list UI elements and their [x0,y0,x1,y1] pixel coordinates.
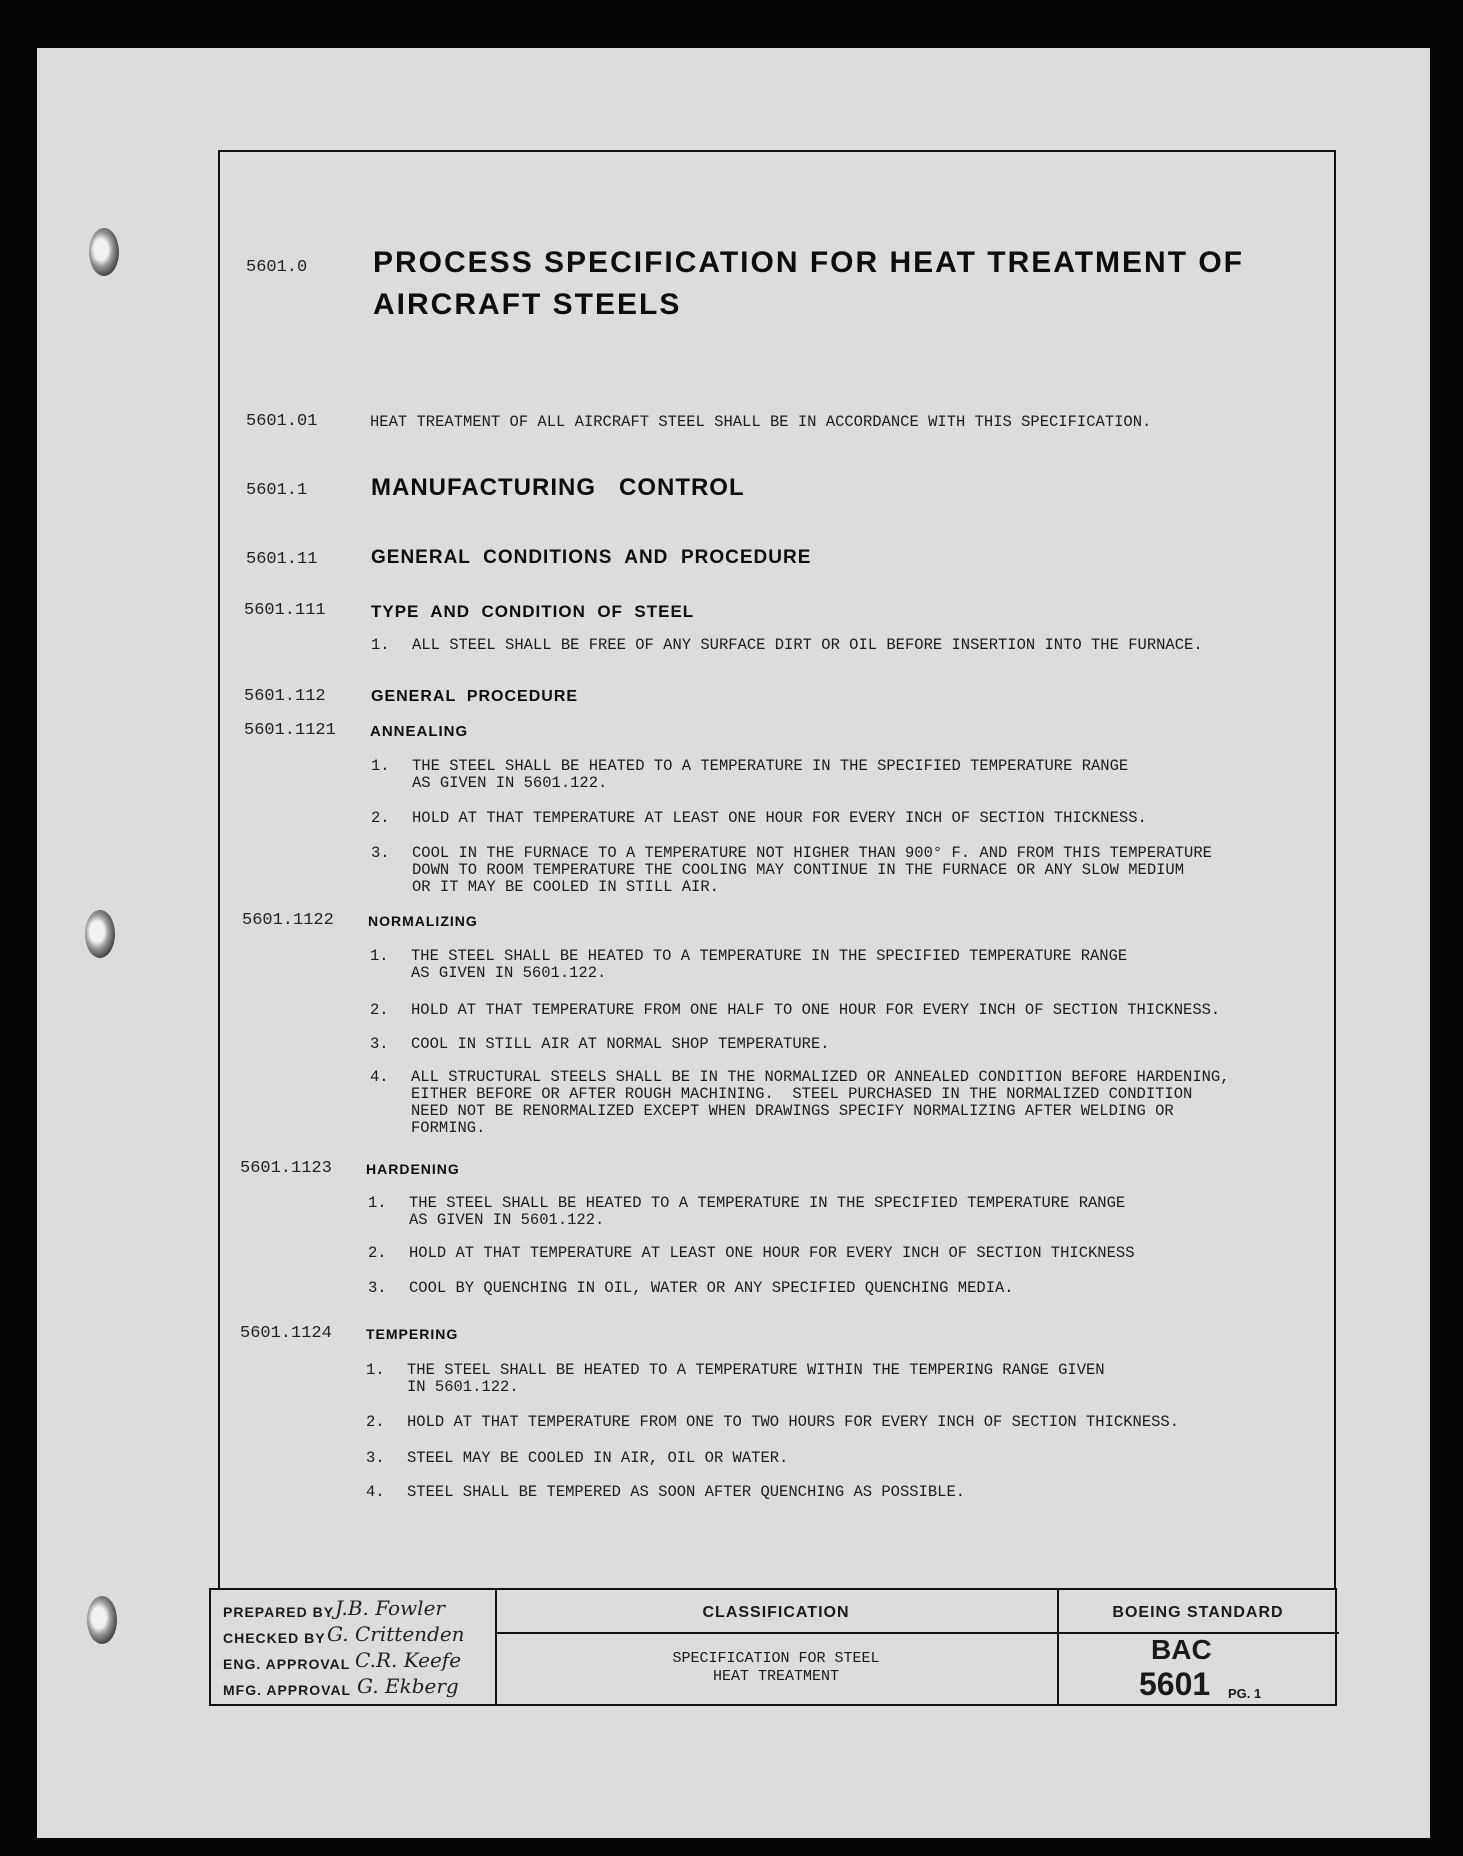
section-number: 5601.1121 [244,721,336,740]
section-number: 5601.1124 [240,1324,332,1343]
punch-hole [89,228,119,276]
section-number: 5601.1123 [240,1159,332,1178]
section-heading: ANNEALING [370,723,469,740]
section-number: 5601.1122 [242,911,334,930]
checked-by-signature: G. Crittenden [327,1622,465,1646]
eng-approval-label: ENG. APPROVAL [223,1656,351,1672]
classification-description: SPECIFICATION FOR STEEL HEAT TREATMENT [672,1650,880,1685]
checked-by-label: CHECKED BY [223,1630,326,1646]
prepared-by-signature: J.B. Fowler [335,1596,445,1620]
divider [495,1632,1339,1634]
punch-hole [85,910,115,958]
section-text: HEAT TREATMENT OF ALL AIRCRAFT STEEL SHALL BE IN ACCORDANCE WITH THIS SPECIFICATION. [370,413,1152,431]
page-number: PG. 1 [1228,1686,1262,1701]
section-number: 5601.111 [244,601,326,620]
document-title [373,242,1273,326]
section-heading: TYPE AND CONDITION OF STEEL [371,602,695,621]
section-heading: HARDENING [366,1161,460,1177]
section-heading: GENERAL CONDITIONS AND PROCEDURE [371,547,812,568]
section-heading: GENERAL PROCEDURE [371,688,579,705]
section-number: 5601.0 [246,258,308,277]
document-number: 5601 [1139,1666,1211,1702]
punch-hole [87,1596,117,1644]
title-block [209,1588,1337,1706]
section-number: 5601.112 [244,687,326,706]
section-heading: TEMPERING [366,1326,459,1342]
prepared-by-label: PREPARED BY [223,1604,335,1620]
section-number: 5601.11 [246,550,318,569]
section-heading: MANUFACTURING CONTROL [371,474,745,501]
boeing-standard-label: BOEING STANDARD [1112,1604,1284,1621]
eng-approval-signature: C.R. Keefe [355,1648,462,1672]
title-line-2: AIRCRAFT STEELS [373,288,682,321]
mfg-approval-label: MFG. APPROVAL [223,1682,352,1698]
title-line-1: PROCESS SPECIFICATION FOR HEAT TREATMENT OF [373,246,1245,279]
section-heading: NORMALIZING [368,913,478,929]
mfg-approval-signature: G. Ekberg [357,1674,459,1698]
section-number: 5601.1 [246,481,308,500]
classification-label: CLASSIFICATION [702,1604,850,1621]
section-number: 5601.01 [246,412,318,431]
document-prefix: BAC [1151,1634,1212,1665]
